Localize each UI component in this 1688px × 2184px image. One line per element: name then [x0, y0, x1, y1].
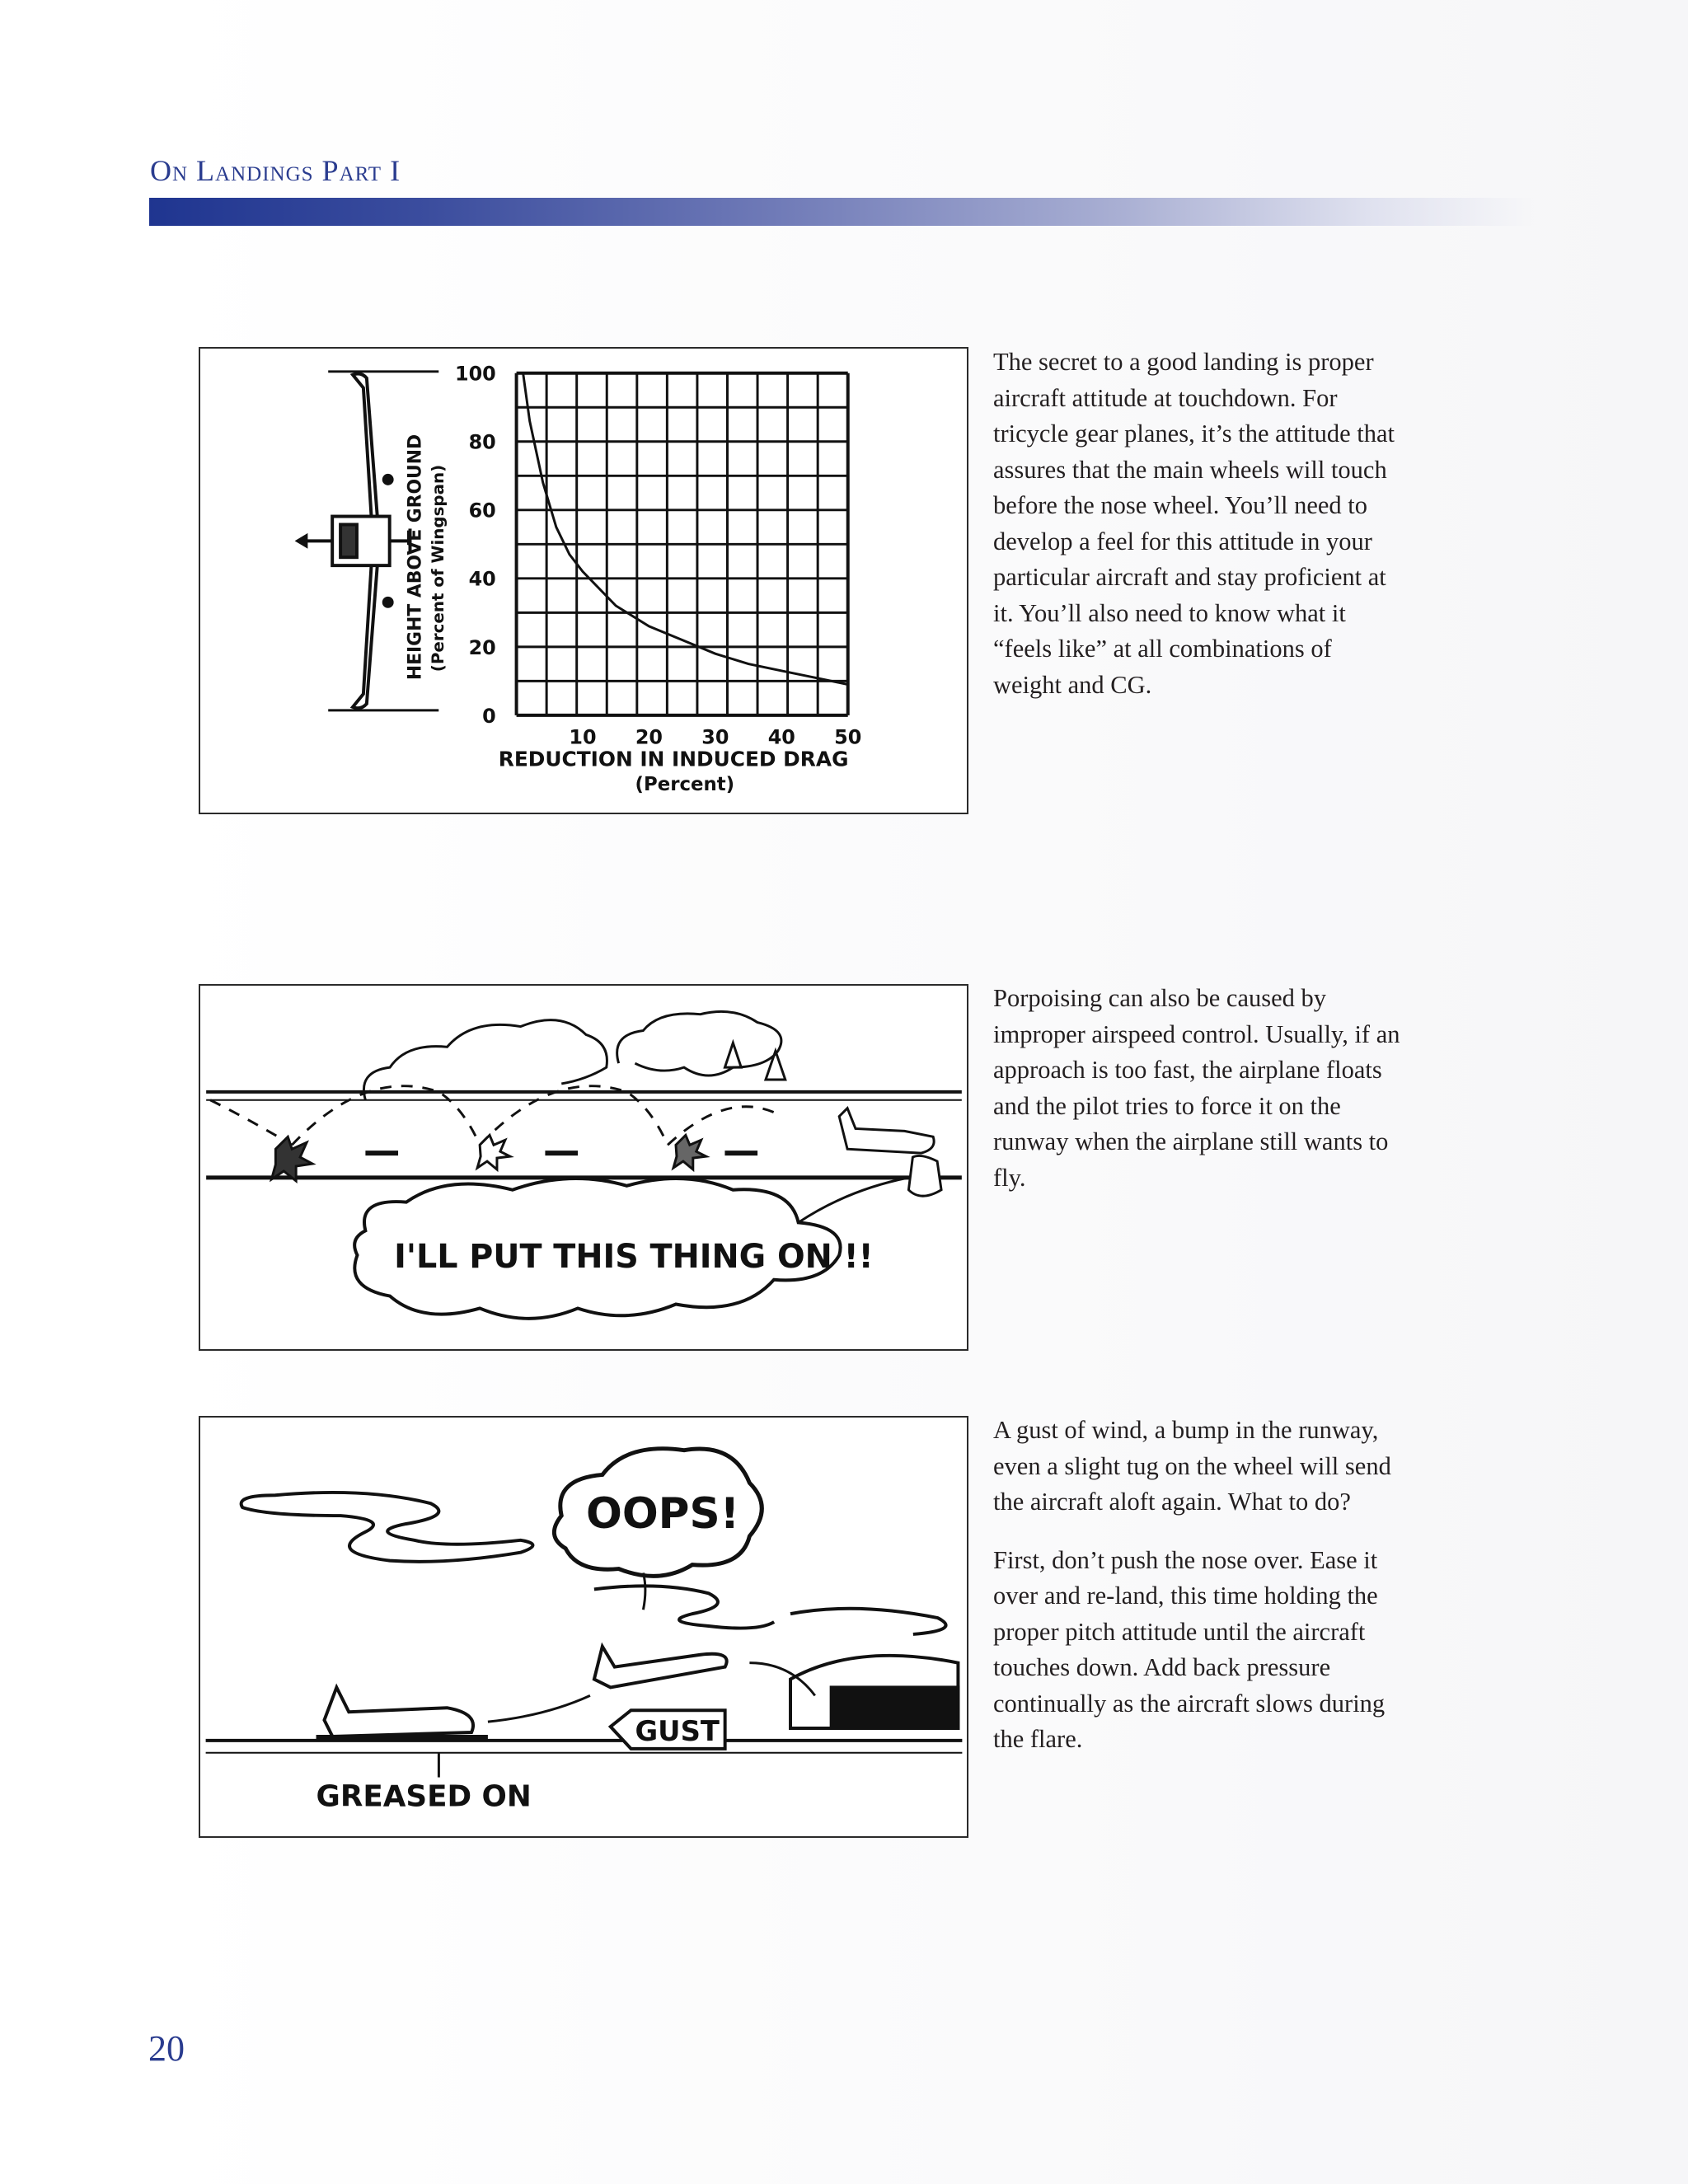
airplane-icon — [839, 1108, 934, 1154]
x-tick-label: 20 — [635, 725, 663, 749]
paragraph-porpoising — [993, 981, 1405, 1218]
x-tick-label: 30 — [701, 725, 729, 749]
impact-star-icon — [673, 1135, 706, 1169]
page-number: 20 — [148, 2028, 185, 2069]
body-text: First, don’t push the nose over. Ease it over and re-land, this time holding the proper pitch attitude until the aircraft touches down. Add back pressure continually as the aircraft slows during the flare. — [993, 1545, 1386, 1753]
porpoising-cartoon — [199, 984, 968, 1351]
running-header: On Landings Part I — [150, 154, 401, 187]
y-tick-label: 20 — [468, 635, 496, 659]
x-tick-label: 10 — [569, 725, 597, 749]
y-tick-label: 40 — [468, 567, 496, 591]
y-tick-label: 0 — [482, 704, 496, 728]
header-gradient-bar — [149, 198, 1534, 226]
oops-text: OOPS! — [585, 1488, 740, 1539]
gust-illustration — [200, 1418, 967, 1836]
gust-label: GUST — [635, 1714, 720, 1747]
y-axis-label: HEIGHT ABOVE GROUND — [405, 434, 426, 681]
y-axis-sublabel: (Percent of Wingspan) — [429, 464, 448, 673]
airplane-icon — [594, 1647, 727, 1688]
body-text: A gust of wind, a bump in the runway, even a slight tug on the wheel will send the aircraft aloft again. What to do? — [993, 1416, 1391, 1516]
speech-bubble-text: I'LL PUT THIS THING ON !! — [394, 1237, 874, 1276]
ground-effect-chart — [200, 349, 967, 813]
y-tick-label: 60 — [468, 499, 496, 523]
pilot-head-icon — [908, 1155, 941, 1196]
paragraph-gust — [993, 1413, 1405, 1780]
paragraph-attitude — [993, 344, 1405, 725]
airplane-icon — [324, 1687, 473, 1736]
ground-effect-figure — [199, 347, 968, 814]
impact-star-icon — [477, 1135, 510, 1169]
greased-on-label: GREASED ON — [316, 1779, 532, 1814]
x-axis-sublabel: (Percent) — [635, 774, 735, 796]
body-text: The secret to a good landing is proper aircraft attitude at touchdown. For tricycle gear planes, it’s the attitude that assures that the main wheels will touch before the nose wheel. You’ll need to develop a feel for this attitude in your particular aircraft and stay proficient at it. You’ll also need to know what it “feels like” at all combinations of weight and CG. — [993, 348, 1395, 699]
x-axis-label: REDUCTION IN INDUCED DRAG — [498, 747, 849, 771]
cloud-icon — [617, 1011, 781, 1076]
y-tick-label: 100 — [455, 362, 496, 386]
drag-curve-line — [523, 373, 848, 685]
gust-cartoon — [199, 1416, 968, 1838]
x-tick-label: 50 — [834, 725, 862, 749]
x-tick-label: 40 — [767, 725, 795, 749]
body-text: Porpoising can also be caused by improper airspeed control. Usually, if an approach is too fast, the airplane floats and the pilot tries to force it on the runway when the airplane still wants to fly. — [993, 984, 1400, 1192]
porpoising-illustration — [200, 986, 967, 1349]
y-tick-label: 80 — [468, 430, 496, 454]
tree-icon — [724, 1043, 785, 1080]
